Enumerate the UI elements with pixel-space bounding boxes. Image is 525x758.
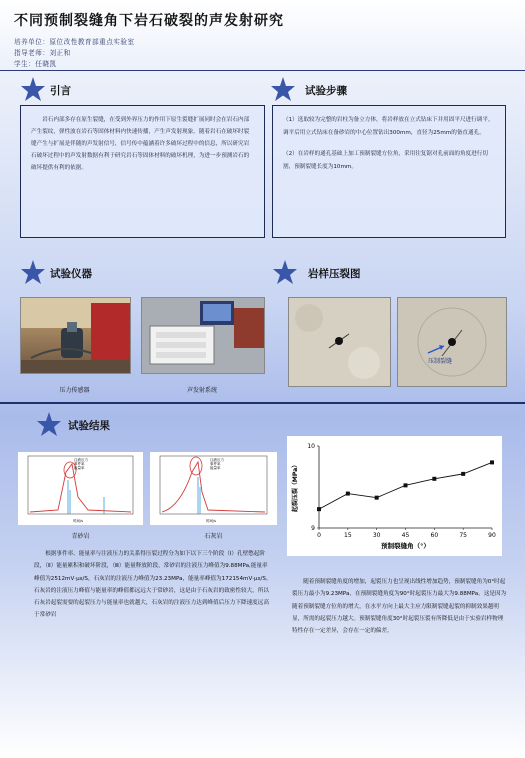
star-icon	[270, 76, 296, 102]
students-line: 学生：任晓凯	[14, 60, 57, 68]
star-icon	[36, 411, 62, 437]
caption-ae-system: 声发射系统	[186, 387, 217, 394]
sandstone-chart	[18, 452, 143, 525]
x-tick-label: 0	[317, 532, 321, 539]
data-point	[375, 496, 379, 500]
sandstone-legend-3: 能量率	[74, 466, 85, 470]
pressure-sensor-photo	[20, 297, 131, 374]
intro-box	[20, 105, 265, 238]
header-divider	[0, 70, 525, 71]
x-tick-label: 75	[459, 532, 467, 539]
crack-label: 压制裂缝	[428, 358, 453, 365]
x-axis-label: 预制裂缝角（°）	[381, 542, 430, 550]
data-point	[404, 483, 408, 487]
results-paragraph-left: 根据事件率、能量率与注液压力的关系得压裂过程分为如下以下三个阶段（Ⅰ）孔壁憋起阶段，（Ⅱ）能量累积和破坏阶段，（Ⅲ）能量释放阶段，常砂岩的注液压力峰值为9.88MPa,能量率峰值为2512mV·μs/S，石灰岩的注液压力峰值为23.23MPa，能量率峰值为172154mV·μs/S。石灰岩的注液压力峰值与能量率的峰值都远远大于常砂岩，这是由于石灰岩的致密性较大，所以石灰岩起裂需要的起裂压力与能量率也就越大，石灰岩的注液压力达到峰值后压力下降速度远高于常砂岩	[34, 551, 272, 619]
star-icon	[20, 259, 46, 285]
sandstone-legend-1: 注液压力	[74, 458, 88, 462]
limestone-legend-2: 事件率	[210, 462, 221, 466]
sandstone-legend-2: 事件率	[74, 462, 85, 466]
caption-sandstone: 青砂岩	[71, 533, 90, 540]
x-tick-label: 60	[430, 532, 439, 539]
x-tick-label: 30	[372, 532, 381, 539]
unit-line: 培养单位：原位改性教育部重点实验室	[14, 38, 135, 46]
limestone-legend-1: 注液压力	[210, 458, 224, 462]
data-point	[432, 477, 436, 481]
limestone-chart	[150, 452, 277, 525]
steps-box	[272, 105, 506, 238]
limestone-xlabel: 时间/s	[206, 519, 217, 523]
ae-system-photo	[141, 297, 265, 374]
sandstone-xlabel: 时间/s	[73, 519, 84, 523]
results-title: 试验结果	[68, 420, 110, 432]
step-2: （2）在岩样的通孔基础上加工预制裂缝方位角，采用往复锯对孔前面的角度进行切割，预制裂缝长度为10mm。	[283, 151, 488, 170]
x-tick-label: 15	[344, 532, 352, 539]
data-point	[490, 460, 494, 464]
specimen-photo-1	[288, 297, 391, 387]
star-icon	[272, 259, 298, 285]
intro-title: 引言	[50, 85, 71, 97]
crack-angle-chart-svg	[287, 436, 502, 556]
x-tick-label: 45	[401, 532, 410, 539]
y-axis-label: 起裂压裂（MPa）	[292, 461, 299, 513]
page-title: 不同预制裂缝角下岩石破裂的声发射研究	[14, 13, 284, 29]
advisor-line: 指导老师：刘正和	[14, 49, 71, 57]
y-tick-label: 9	[311, 525, 315, 532]
limestone-legend-3: 能量率	[210, 466, 221, 470]
step-1: （1）选取较为完整的岩柱为备立方体，将岩样放在立式钻床下并用固平尺进行调平。调平后用立式钻床在备砂岩的中心位置钻出300mm，直径为25mm的备直通孔。	[283, 117, 494, 136]
star-icon	[20, 76, 46, 102]
results-paragraph-right: 随着预制裂缝角度的增加，起裂压力也呈现出线性增加趋势，预制裂缝角为0°时起裂压力最小为9.23MPa，在预制裂缝角度为90°时起裂压力最大为9.88MPa。这是因为随着预制裂缝方位角的增大，在水平方向上最大主应力限制裂缝起裂的抑制效果越明显，所需的起裂压力越大。预制裂缝角度30°时起裂压裂有所降低是由于实验岩样物理特性存在一定差异，会存在一定的偏差。	[292, 579, 507, 635]
instrument-title: 试验仪器	[50, 268, 92, 280]
data-point	[317, 507, 321, 511]
data-point	[461, 472, 465, 476]
steps-title: 试验步骤	[305, 85, 347, 97]
intro-text: 岩石内部多存在原生裂缝，在受到外界压力的作用下原生裂缝扩展同时会在岩石内部产生裂纹，弹性波在岩石等固体材料内快速传播，产生声发射现象。随着岩石在破坏时裂缝产生与扩展是伴随的声发射信号，信号传中蕴涵着许多破坏过程中的信息，所以研究岩石破坏过程中的声发射数据有利于研究岩石等固体材料的破坏机理，为进一步预测岩石的破坏提供有利的依据。	[31, 117, 250, 171]
caption-pressure-sensor: 压力传感器	[59, 387, 90, 394]
x-tick-label: 90	[488, 532, 496, 539]
results-divider	[0, 402, 525, 404]
data-point	[346, 492, 350, 496]
y-tick-label: 10	[307, 443, 315, 450]
specimen-title: 岩样压裂图	[308, 268, 361, 280]
caption-limestone: 石灰岩	[204, 533, 223, 540]
specimen-photo-2	[397, 297, 507, 387]
crack-angle-chart	[287, 436, 502, 556]
